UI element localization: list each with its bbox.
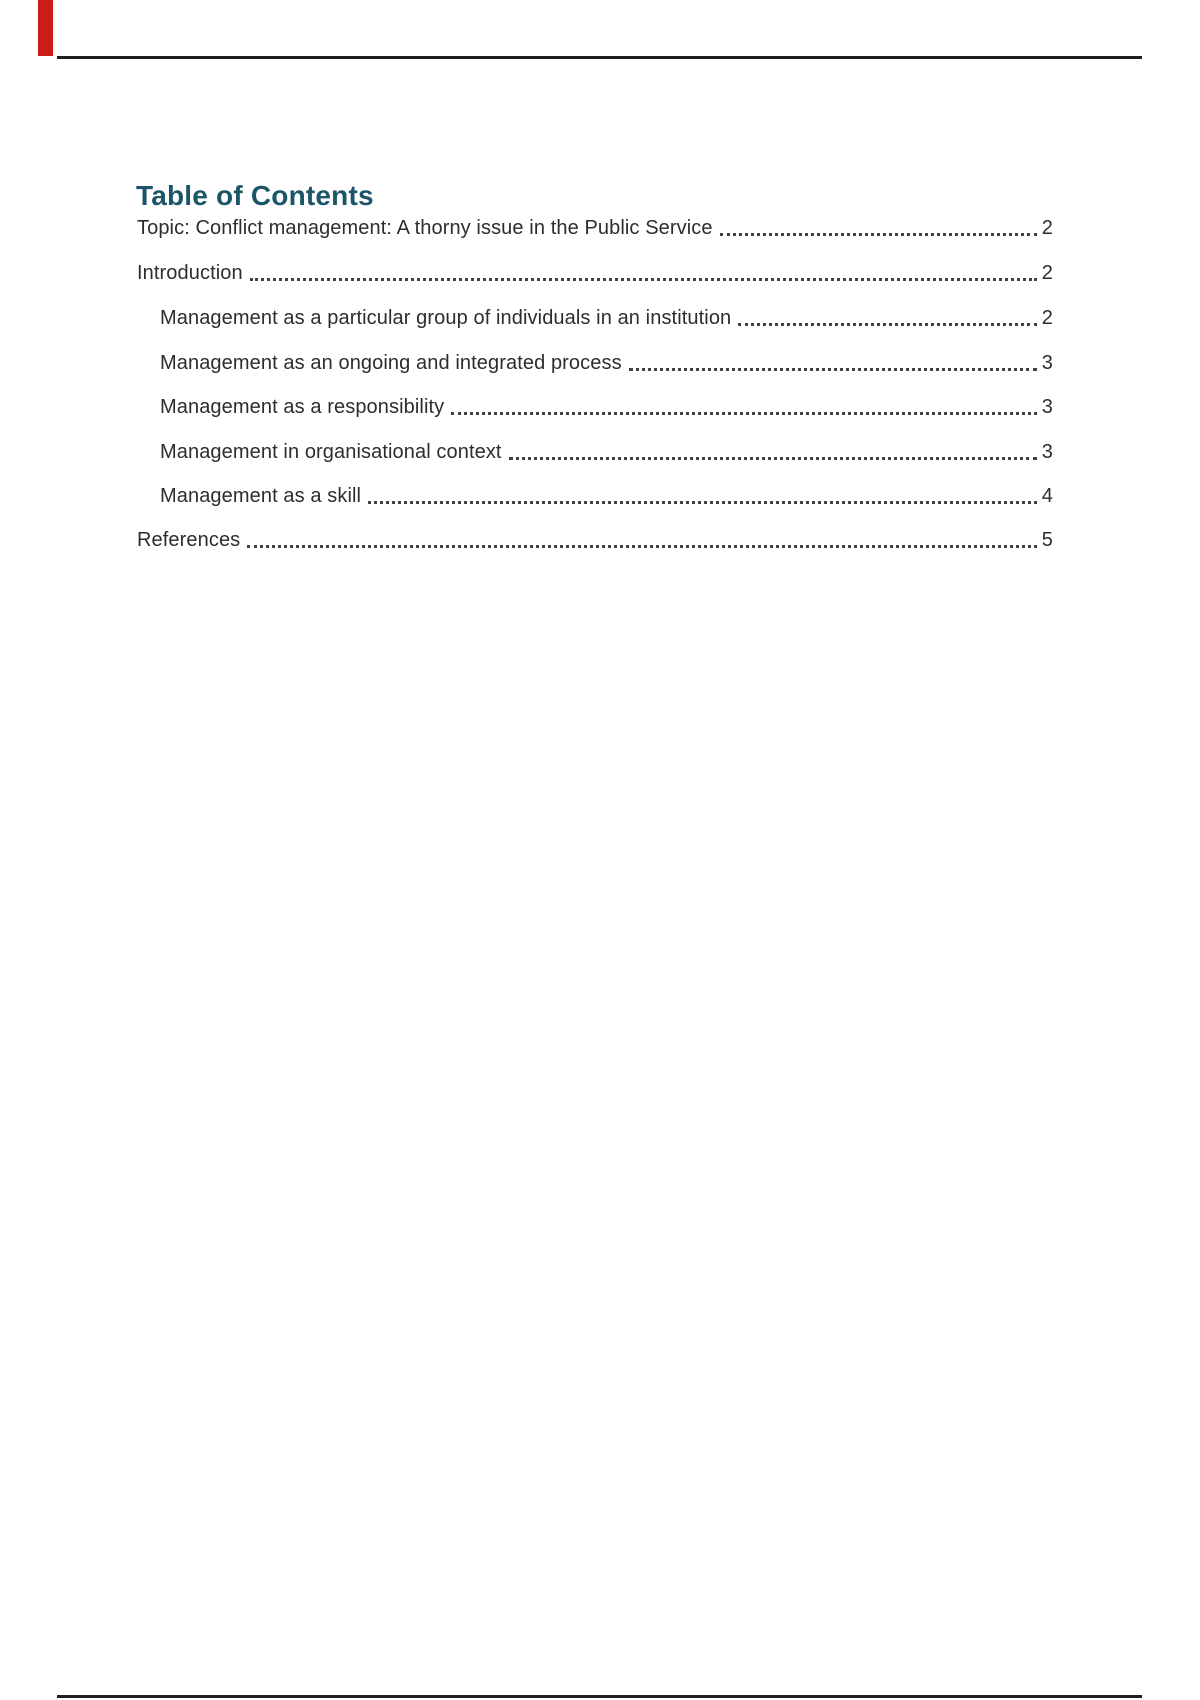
toc-entry-label: Management in organisational context (160, 441, 502, 463)
toc-entry-label: References (137, 529, 241, 551)
dot-leader (738, 323, 1036, 326)
toc-entry[interactable] (160, 439, 1053, 465)
dot-leader (451, 412, 1037, 415)
dot-leader (368, 501, 1037, 504)
dot-leader (720, 233, 1037, 236)
red-corner-marker (38, 0, 53, 56)
toc-entry-page: 2 (1041, 307, 1053, 329)
toc-entry-page: 4 (1041, 485, 1053, 507)
toc-entry-label: Introduction (137, 262, 243, 284)
toc-entry[interactable] (160, 394, 1053, 420)
toc-entry-page: 3 (1041, 352, 1053, 374)
toc-entry[interactable] (160, 483, 1053, 509)
toc-entry-label: Management as a particular group of individuals in an institution (160, 307, 732, 329)
toc-entry[interactable] (137, 527, 1053, 553)
toc-entry-page: 3 (1041, 441, 1053, 463)
toc-title: Table of Contents (136, 179, 374, 211)
toc-entry[interactable] (160, 350, 1053, 376)
dot-leader (509, 457, 1037, 460)
toc-entry-page: 2 (1041, 217, 1053, 239)
toc-entry-label: Topic: Conflict management: A thorny issue in the Public Service (137, 217, 713, 239)
dot-leader (250, 278, 1037, 281)
toc-entry-label: Management as an ongoing and integrated process (160, 352, 622, 374)
footer-rule (57, 1695, 1142, 1698)
toc-entry-page: 2 (1041, 262, 1053, 284)
toc-entry-label: Management as a responsibility (160, 396, 445, 418)
toc-entry-page: 5 (1041, 529, 1053, 551)
dot-leader (629, 368, 1037, 371)
dot-leader (247, 545, 1036, 548)
toc-entry-page: 3 (1041, 396, 1053, 418)
toc-entry[interactable] (137, 215, 1053, 241)
toc-entry[interactable] (160, 305, 1053, 331)
toc-entry[interactable] (137, 260, 1053, 286)
header-rule (57, 56, 1142, 59)
toc-entry-label: Management as a skill (160, 485, 362, 507)
